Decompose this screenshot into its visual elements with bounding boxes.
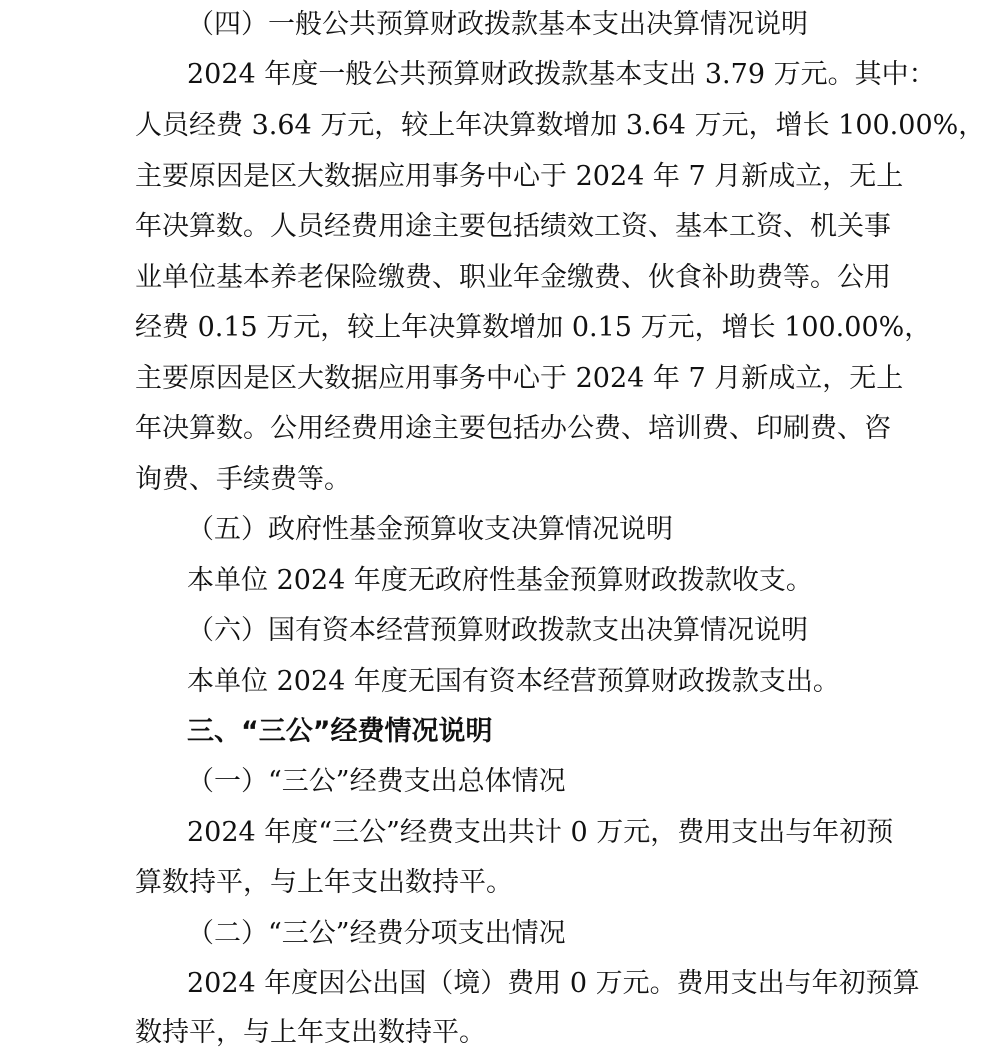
section-5-text: 本单位 2024 年度无政府性基金预算财政拨款收支。 bbox=[187, 565, 813, 596]
section-4-line-9: 询费、手续费等。 bbox=[135, 464, 351, 495]
part-3-sub-1-line-2: 算数持平，与上年支出数持平。 bbox=[135, 867, 513, 898]
section-6-text: 本单位 2024 年度无国有资本经营预算财政拨款支出。 bbox=[187, 666, 840, 697]
part-3-sub-2-line-2: 数持平，与上年支出数持平。 bbox=[135, 1017, 486, 1048]
part-3-sub-2-heading: （二）“三公”经费分项支出情况 bbox=[187, 918, 566, 949]
section-4-line-8: 年决算数。公用经费用途主要包括办公费、培训费、印刷费、咨 bbox=[135, 413, 891, 444]
section-4-line-2: 人员经费 3.64 万元，较上年决算数增加 3.64 万元，增长 100.00%， bbox=[135, 110, 986, 141]
section-6-heading: （六）国有资本经营预算财政拨款支出决算情况说明 bbox=[187, 615, 808, 646]
section-4-line-3: 主要原因是区大数据应用事务中心于 2024 年 7 月新成立，无上 bbox=[135, 161, 904, 192]
section-4-line-6: 经费 0.15 万元，较上年决算数增加 0.15 万元，增长 100.00%， bbox=[135, 312, 932, 343]
part-3-heading: 三、“三公”经费情况说明 bbox=[187, 716, 493, 747]
part-3-sub-1-heading: （一）“三公”经费支出总体情况 bbox=[187, 766, 566, 797]
section-4-line-7: 主要原因是区大数据应用事务中心于 2024 年 7 月新成立，无上 bbox=[135, 363, 904, 394]
part-3-sub-2-line-1: 2024 年度因公出国（境）费用 0 万元。费用支出与年初预算 bbox=[187, 968, 920, 999]
section-4-line-5: 业单位基本养老保险缴费、职业年金缴费、伙食补助费等。公用 bbox=[135, 262, 891, 293]
part-3-sub-1-line-1: 2024 年度“三公”经费支出共计 0 万元，费用支出与年初预 bbox=[187, 817, 894, 848]
section-4-line-1: 2024 年度一般公共预算财政拨款基本支出 3.79 万元。其中： bbox=[187, 59, 936, 90]
section-4-heading: （四）一般公共预算财政拨款基本支出决算情况说明 bbox=[187, 9, 808, 40]
section-5-heading: （五）政府性基金预算收支决算情况说明 bbox=[187, 514, 673, 545]
section-4-line-4: 年决算数。人员经费用途主要包括绩效工资、基本工资、机关事 bbox=[135, 211, 891, 242]
